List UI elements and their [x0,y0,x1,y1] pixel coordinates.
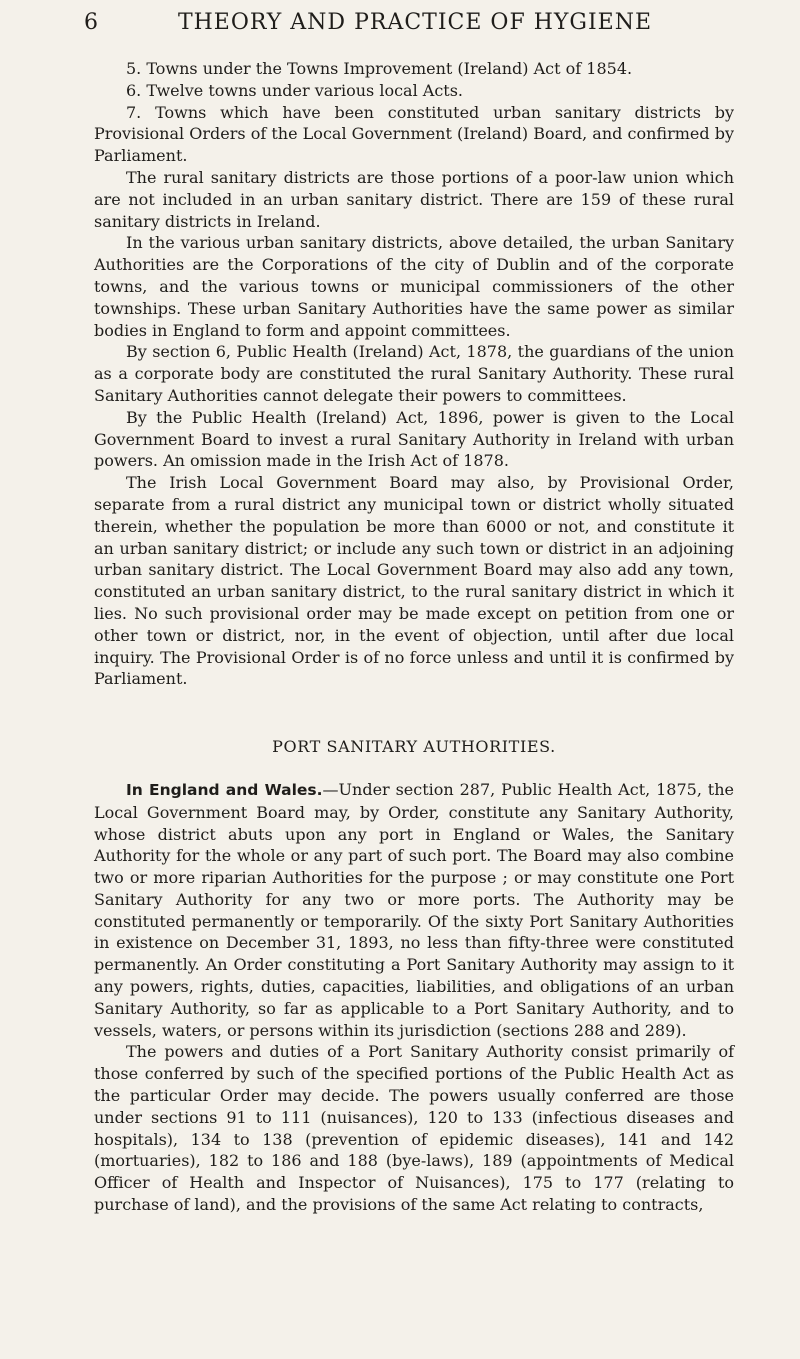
page-body [94,58,734,1216]
paragraph-england-wales-text: —Under section 287, Public Health Act, 1875, the Local Government Board may, by Order, constitute any Sanitary Authority, whose district abuts upon any port in England or Wales, the Sanitary Authority for the whole or any part of such port. The Board may also combine two or more riparian Authorities for the purpose ; or may constitute one Port Sanitary Authority for any two or more ports. The Authority may be constituted permanently or temporarily. Of the sixty Port Sanitary Authorities in existence on December 31, 1893, no less than fifty-three were constituted permanently. An Order constituting a Port Sanitary Authority may assign to it any powers, rights, duties, capacities, liabilities, and obligations of an urban Sanitary Authority, so far as applicable to a Port Sanitary Authority, and to vessels, waters, or persons within its jurisdiction (sections 288 and 289). [94,779,734,1040]
paragraph-section-6: By section 6, Public Health (Ireland) Act, 1878, the guardians of the union as a corporate body are constituted the rural Sanitary Authority. These rural Sanitary Authorities cannot delegate their powers to committees. [94,342,734,405]
running-title: THEORY AND PRACTICE OF HYGIENE [177,10,653,35]
list-item-5: 5. Towns under the Towns Improvement (Ireland) Act of 1854. [126,59,633,78]
section-heading: PORT SANITARY AUTHORITIES. [272,737,556,757]
paragraph-powers-duties: The powers and duties of a Port Sanitary Authority consist primarily of those conferred by such of the specified portions of the Public Health Act as the particular Order may decide. The powers usually conferred are those under sections 91 to 111 (nuisances), 120 to 133 (infectious diseases and hospitals), 134 to 138 (prevention of epidemic diseases), 141 and 142 (mortuaries), 182 to 186 and 188 (bye-laws), 189 (appointments of Medical Officer of Health and Inspector of Nuisances), 175 to 177 (relating to purchase of land), and the provisions of the same Act relating to contracts, [94,1042,734,1215]
list-item-6: 6. Twelve towns under various local Acts. [126,80,464,100]
page-header [84,10,726,44]
page-number: 6 [84,10,99,35]
paragraph-provisional-order: The Irish Local Government Board may also, by Provisional Order, separate from a rural district any municipal town or district wholly situated therein, whether the population be more than 6000 or not, and constitute it an urban sanitary district; or include any such town or district in an adjoining urban sanitary district. The Local Government Board may also add any town, constituted an urban sanitary district, to the rural sanitary district in which it lies. No such provisional order may be made except on petition from one or other town or district, nor, in the event of objection, until after due local inquiry. The Provisional Order is of no force unless and until it is confirmed by Parliament. [94,473,734,689]
paragraph-act-1896: By the Public Health (Ireland) Act, 1896, power is given to the Local Government Board to invest a rural Sanitary Authority in Ireland with urban powers. An omission made in the Irish Act of 1878. [94,407,734,471]
run-in-heading: In England and Wales. [126,780,323,799]
paragraph-rural-districts: The rural sanitary districts are those portions of a poor-law union which are not included in an urban sanitary district. There are 159 of these rural sanitary districts in Ireland. [94,167,734,231]
paragraph-urban-authorities: In the various urban sanitary districts, above detailed, the urban Sanitary Authorities are the Corporations of the city of Dublin and of the corporate towns, and the various towns or municipal commissioners of the other townships. These urban Sanitary Authorities have the same power as similar bodies in England to form and appoint committees. [94,233,734,340]
paragraph-england-wales [94,779,734,1042]
list-item-7: 7. Towns which have been constituted urban sanitary districts by Provisional Orders of the Local Government (Ireland) Board, and confirmed by Parliament. [94,102,734,166]
